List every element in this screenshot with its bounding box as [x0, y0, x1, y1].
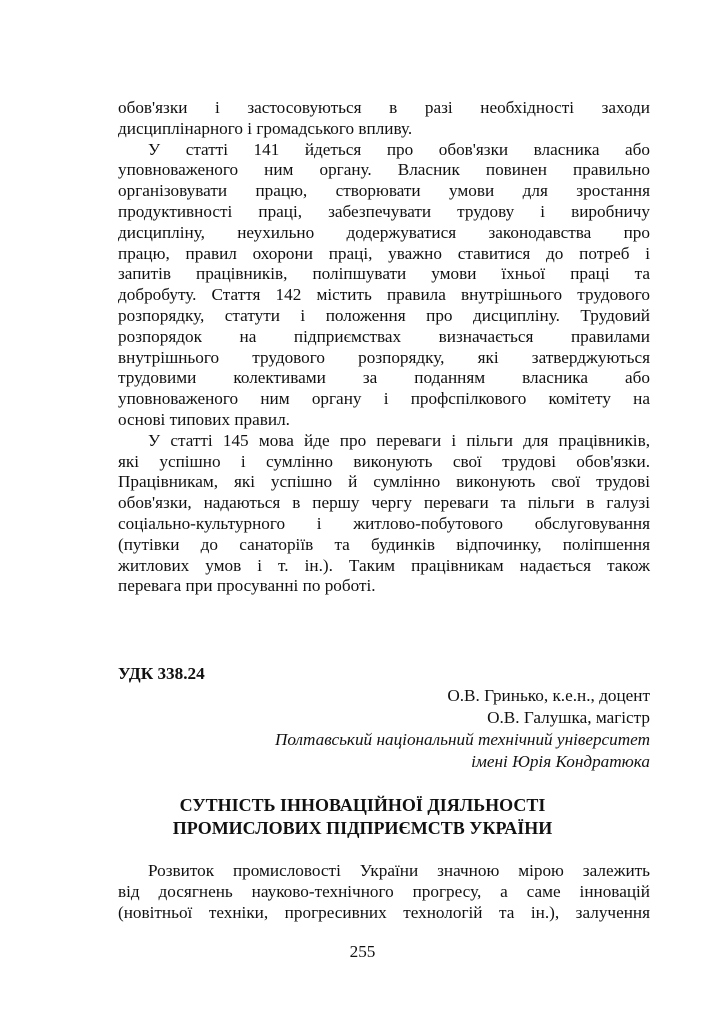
- text-line: перевага при просуванні по роботі.: [118, 576, 376, 596]
- text-line: добробуту. Стаття 142 містить правила внутрішнього трудового: [118, 285, 650, 305]
- author-name: О.В. Гринько, к.е.н., доцент: [447, 686, 650, 705]
- text-line: У статті 141 йдеться про обов'язки власника або: [148, 139, 650, 159]
- page-number: 255: [349, 942, 376, 961]
- text-line: житлових умов і т. ін.). Таким працівникам надається також: [118, 555, 650, 575]
- article-title-line: ПРОМИСЛОВИХ ПІДПРИЄМСТВ УКРАЇНИ: [172, 818, 553, 838]
- article-title: [0, 794, 725, 840]
- affiliation-line: імені Юрія Кондратюка: [471, 752, 650, 771]
- text-line: які успішно і сумлінно виконують свої трудові обов'язки.: [118, 451, 650, 471]
- text-line: організовувати працю, створювати умови для зростання: [118, 181, 650, 201]
- text-line: уповноваженого ним органу. Власник повинен правильно: [118, 160, 650, 180]
- author-name: О.В. Галушка, магістр: [487, 708, 650, 727]
- affiliation-line: Полтавський національний технічний університет: [274, 730, 650, 749]
- text-line: уповноваженого ним органу і профспілкового комітету на: [118, 389, 650, 409]
- text-line: (путівки до санаторіїв та будинків відпочинку, поліпшення: [118, 534, 650, 554]
- text-line: розпорядку, статути і положення про дисципліну. Трудовий: [118, 305, 650, 325]
- body-text-top: [118, 98, 650, 597]
- text-line: Розвиток промисловості України значною мірою залежить: [148, 861, 650, 880]
- text-line: дисципліну, неухильно додержуватися законодавства про: [118, 222, 650, 242]
- text-line: У статті 145 мова йде про переваги і пільги для працівників,: [148, 430, 650, 450]
- text-line: соціально-культурного і житлово-побутового обслуговування: [118, 513, 650, 533]
- text-line: обов'язки, надаються в першу чергу переваги та пільги в галузі: [118, 493, 650, 513]
- article-title-line: СУТНІСТЬ ІННОВАЦІЙНОЇ ДІЯЛЬНОСТІ: [179, 795, 546, 815]
- text-line: працю, правил охорони праці, уважно ставитися до потреб і: [118, 243, 650, 263]
- text-line: трудовими колективами за поданням власника або: [118, 368, 650, 388]
- text-line: (новітньої техніки, прогресивних технологій та ін.), залучення: [118, 902, 650, 922]
- text-line: основі типових правил.: [118, 409, 290, 429]
- text-line: внутрішнього трудового розпорядку, які затверджуються: [118, 347, 650, 367]
- author-block: [275, 685, 650, 773]
- udk-code: УДК 338.24: [118, 664, 205, 683]
- text-line: розпорядок на підприємствах визначається правилами: [118, 326, 650, 346]
- text-line: продуктивності праці, забезпечувати трудову і виробничу: [118, 201, 650, 221]
- text-line: Працівникам, які успішно й сумлінно виконують свої трудові: [118, 472, 650, 492]
- text-line: від досягнень науково-технічного прогресу, а саме інновацій: [118, 881, 650, 901]
- intro-paragraph: [118, 861, 650, 923]
- text-line: обов'язки і застосовуються в разі необхідності заходи: [118, 98, 650, 117]
- text-line: дисциплінарного і громадського впливу.: [118, 118, 413, 138]
- text-line: запитів працівників, поліпшувати умови їхньої праці та: [118, 264, 650, 284]
